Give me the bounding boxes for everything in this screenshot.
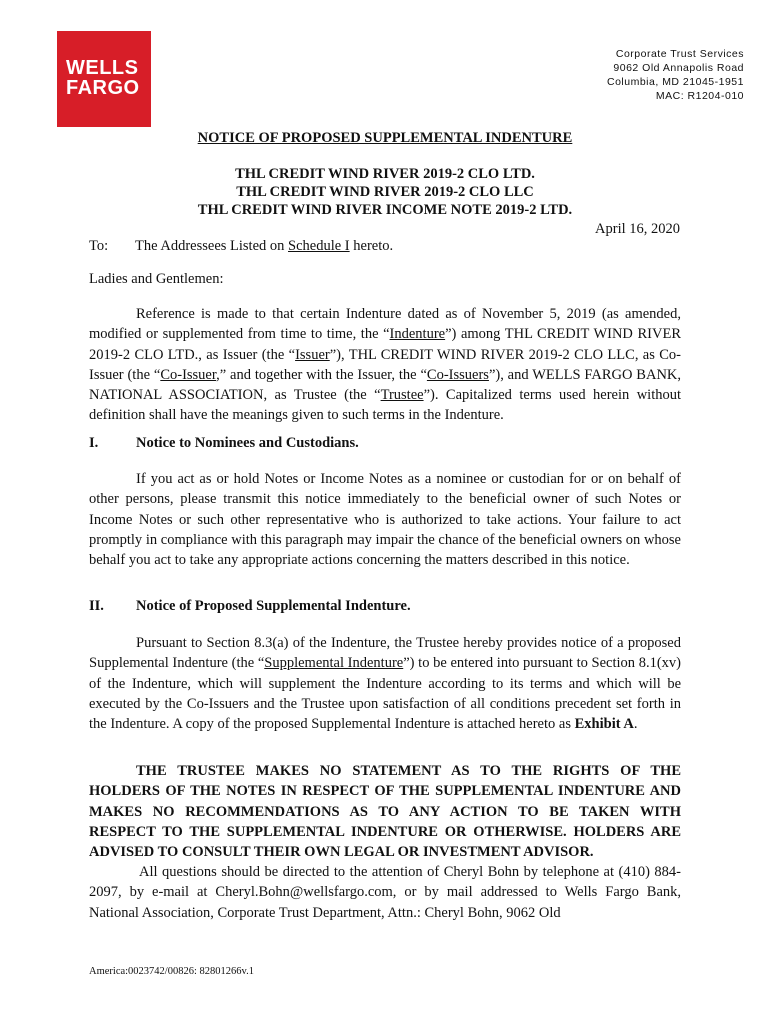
notice-date: April 16, 2020 [595, 221, 680, 237]
to-label: To: [89, 238, 109, 254]
section-2-body [89, 633, 681, 734]
section-1-heading [89, 435, 359, 452]
to-text-end: hereto. [349, 238, 394, 254]
trustee-disclaimer: THE TRUSTEE MAKES NO STATEMENT AS TO THE RIGHTS OF THE HOLDERS OF THE NOTES IN RESPECT OF THE SUPPLEMENTAL INDENTURE AND MAKES NO RECOMMENDATIONS AS TO ANY ACTION TO BE TAKEN WITH RESPECT TO THE SUPPLEMENTAL INDENTURE OR OTHERWISE. HOLDERS ARE ADVISED TO CONSULT THEIR OWN LEGAL OR INVESTMENT ADVISOR. [89, 763, 681, 861]
logo-line-1: WELLS [66, 57, 139, 79]
section-number: I. [89, 435, 99, 451]
notice-title: NOTICE OF PROPOSED SUPPLEMENTAL INDENTURE [197, 130, 573, 146]
to-text: The Addressees Listed on [135, 238, 289, 254]
issuer-name: THL CREDIT WIND RIVER 2019-2 CLO LTD. [235, 166, 535, 182]
intro-text: ”). Capitalized terms used herein without definition shall have the meanings given to such terms in the Indenture. [89, 387, 681, 424]
intro-text: ,” and together with the Issuer, the “ [216, 366, 427, 383]
section-2-text: Pursuant to Section 8.3(a) of the Indenture, the Trustee hereby provides notice of a proposed Supplemental Indenture (the “ [89, 635, 681, 672]
intro-text: ”) among THL CREDIT WIND RIVER 2019-2 CLO LTD., as Issuer (the “ [89, 326, 682, 363]
address-line: Columbia, MD 21045-1951 [607, 76, 744, 88]
section-1-body: If you act as or hold Notes or Income Notes as a nominee or custodian for or on behalf of other persons, please transmit this notice immediately to the beneficial owner of such Notes or Income Notes or such other representative who is authorized to take actions. Your failure to act promptly in compliance with this paragraph may impair the chance of the beneficial owners on whose behalf you act to take any appropriate actions concerning the matters described in this notice. [89, 471, 681, 569]
contact-paragraph: All questions should be directed to the attention of Cheryl Bohn by telephone at (410) 884- 2097, by e-mail at Cheryl.Bohn@wellsfargo.com, or by mail addressed to Wells Fargo Bank, National Association, Corporate Trust Department, Attn.: Cheryl Bohn, 9062 Old [89, 864, 681, 921]
defined-term: Co-Issuer [160, 366, 217, 383]
address-line: 9062 Old Annapolis Road [613, 62, 744, 74]
defined-term: Indenture [389, 326, 446, 343]
logo-line-2: FARGO [66, 77, 140, 99]
intro-text: Reference is made to that certain Indenture dated as of November 5, 2019 (as amended, modified or supplemented from time to time, the “ [89, 306, 681, 343]
section-number: II. [89, 598, 104, 614]
issuer-name: THL CREDIT WIND RIVER INCOME NOTE 2019-2 LTD. [197, 202, 573, 218]
section-2-text: ”) to be entered into pursuant to Section 8.1(xv) of the Indenture, which will supplement the Indenture according to its terms and which will be executed by the Co-Issuers and the Trustee upon satisfaction of all conditions precedent set forth in the Indenture. A copy of the proposed Supplemental Indenture is attached hereto as [89, 655, 681, 733]
defined-term: Supplemental Indenture [264, 655, 404, 672]
section-2-text: . [633, 716, 638, 733]
address-line: Corporate Trust Services [615, 48, 744, 60]
document-footer-id: America:0023742/00826: 82801266v.1 [89, 966, 254, 977]
intro-text: ”), THL CREDIT WIND RIVER 2019-2 CLO LLC, as Co-Issuer (the “ [89, 346, 682, 383]
salutation: Ladies and Gentlemen: [89, 271, 224, 287]
exhibit-reference: Exhibit A [574, 716, 634, 733]
issuer-names [0, 165, 770, 219]
address-line: MAC: R1204-010 [655, 90, 744, 102]
issuer-name: THL CREDIT WIND RIVER 2019-2 CLO LLC [236, 184, 534, 200]
addressee-line [89, 238, 393, 255]
defined-term: Issuer [295, 346, 330, 363]
wells-fargo-logo [57, 31, 151, 127]
section-title: Notice to Nominees and Custodians. [136, 435, 359, 451]
defined-term: Co-Issuers [426, 366, 489, 383]
defined-term: Trustee [380, 387, 424, 404]
section-title: Notice of Proposed Supplemental Indenture. [136, 598, 411, 614]
section-2-heading [89, 598, 411, 615]
trustee-address [607, 47, 744, 103]
schedule-reference: Schedule I [288, 238, 350, 254]
intro-text: ”), and WELLS FARGO BANK, NATIONAL ASSOCIATION, as Trustee (the “ [89, 366, 682, 404]
intro-paragraph [89, 304, 681, 426]
